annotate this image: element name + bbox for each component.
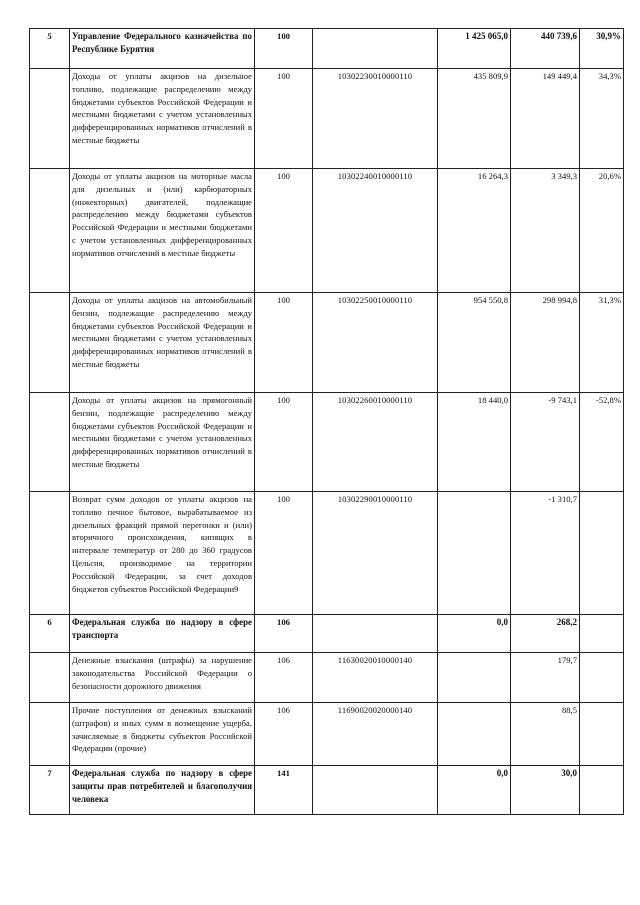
row-name: Доходы от уплаты акцизов на моторные масла для дизельных и (или) карбюраторных (инжекторных) двигателей, подлежащие распределению между бюджетами субъектов Российской Федерации и местными бюджетами с учетом установленных дифференцированных нормативов отчислений в местные бюджеты <box>70 169 255 293</box>
row-number: 7 <box>30 766 70 815</box>
planned-amount: 0,0 <box>438 766 511 815</box>
planned-amount: 435 809,9 <box>438 69 511 169</box>
execution-percent <box>580 492 624 615</box>
planned-amount <box>438 703 511 766</box>
row-name: Денежные взыскания (штрафы) за нарушение законодательства Российской Федерации о безопасности дорожного движения <box>70 653 255 703</box>
row-name: Федеральная служба по надзору в сфере защиты прав потребителей и благополучия человека <box>70 766 255 815</box>
execution-percent <box>580 615 624 653</box>
actual-amount: 149 449,4 <box>511 69 580 169</box>
execution-percent: -52,8% <box>580 393 624 492</box>
administrator-code: 100 <box>255 169 313 293</box>
row-number <box>30 393 70 492</box>
table-row-section <box>30 615 624 653</box>
actual-amount: 3 349,3 <box>511 169 580 293</box>
row-name: Прочие поступления от денежных взысканий (штрафов) и иных сумм в возмещение ущерба, зачисляемые в бюджеты субъектов Российской Федерации (прочие) <box>70 703 255 766</box>
administrator-code: 141 <box>255 766 313 815</box>
planned-amount: 1 425 065,0 <box>438 29 511 69</box>
table-row <box>30 69 624 169</box>
planned-amount: 954 550,8 <box>438 293 511 393</box>
budget-classification-code: 10302240010000110 <box>313 169 438 293</box>
row-number <box>30 69 70 169</box>
table-row-section <box>30 766 624 815</box>
budget-classification-code: 11630020010000140 <box>313 653 438 703</box>
table-row <box>30 492 624 615</box>
execution-percent: 20,6% <box>580 169 624 293</box>
administrator-code: 100 <box>255 393 313 492</box>
budget-classification-code: 10302230010000110 <box>313 69 438 169</box>
row-number <box>30 293 70 393</box>
table-row <box>30 703 624 766</box>
table-row <box>30 653 624 703</box>
table-row-section <box>30 29 624 69</box>
row-name: Доходы от уплаты акцизов на дизельное топливо, подлежащие распределению между бюджетами субъектов Российской Федерации и местными бюджетами с учетом установленных дифференцированных нормативов отчислений в местные бюджеты <box>70 69 255 169</box>
row-number: 5 <box>30 29 70 69</box>
row-name: Доходы от уплаты акцизов на автомобильный бензин, подлежащие распределению между бюджетами субъектов Российской Федерации и местными бюджетами с учетом установленных дифференцированных нормативов отчислений в местные бюджеты <box>70 293 255 393</box>
execution-percent <box>580 653 624 703</box>
actual-amount: 179,7 <box>511 653 580 703</box>
actual-amount: 30,0 <box>511 766 580 815</box>
administrator-code: 100 <box>255 69 313 169</box>
actual-amount: 440 739,6 <box>511 29 580 69</box>
execution-percent: 30,9% <box>580 29 624 69</box>
budget-classification-code: 11690020020000140 <box>313 703 438 766</box>
table-row <box>30 169 624 293</box>
table-body <box>30 29 624 815</box>
row-name: Управление Федерального казначейства по Республике Бурятия <box>70 29 255 69</box>
actual-amount: 298 994,8 <box>511 293 580 393</box>
row-name: Федеральная служба по надзору в сфере транспорта <box>70 615 255 653</box>
budget-classification-code <box>313 29 438 69</box>
budget-classification-code <box>313 615 438 653</box>
actual-amount: 88,5 <box>511 703 580 766</box>
planned-amount: 18 440,0 <box>438 393 511 492</box>
administrator-code: 100 <box>255 293 313 393</box>
execution-percent: 31,3% <box>580 293 624 393</box>
administrator-code: 100 <box>255 492 313 615</box>
row-name: Возврат сумм доходов от уплаты акцизов на топливо печное бытовое, вырабатываемое из дизельных фракций прямой перегонки и (или) вторичного происхождения, кипящих в интервале температур от 280 до 360 градусов Цельсия, производимое на территории Российской Федерации, за счет доходов бюджетов субъектов Российской Федерации9 <box>70 492 255 615</box>
budget-classification-code <box>313 766 438 815</box>
row-number <box>30 492 70 615</box>
budget-classification-code: 10302260010000110 <box>313 393 438 492</box>
row-number: 6 <box>30 615 70 653</box>
execution-percent <box>580 766 624 815</box>
budget-revenue-table <box>29 28 624 815</box>
execution-percent: 34,3% <box>580 69 624 169</box>
administrator-code: 100 <box>255 29 313 69</box>
planned-amount <box>438 492 511 615</box>
execution-percent <box>580 703 624 766</box>
administrator-code: 106 <box>255 703 313 766</box>
row-number <box>30 703 70 766</box>
table-row <box>30 393 624 492</box>
budget-classification-code: 10302290010000110 <box>313 492 438 615</box>
actual-amount: -1 310,7 <box>511 492 580 615</box>
table-row <box>30 293 624 393</box>
planned-amount <box>438 653 511 703</box>
budget-classification-code: 10302250010000110 <box>313 293 438 393</box>
row-name: Доходы от уплаты акцизов на прямогонный бензин, подлежащие распределению между бюджетами субъектов Российской Федерации и местными бюджетами с учетом установленных дифференцированных нормативов отчислений в местные бюджеты <box>70 393 255 492</box>
row-number <box>30 653 70 703</box>
actual-amount: 268,2 <box>511 615 580 653</box>
administrator-code: 106 <box>255 653 313 703</box>
actual-amount: -9 743,1 <box>511 393 580 492</box>
row-number <box>30 169 70 293</box>
administrator-code: 106 <box>255 615 313 653</box>
planned-amount: 16 264,3 <box>438 169 511 293</box>
planned-amount: 0,0 <box>438 615 511 653</box>
